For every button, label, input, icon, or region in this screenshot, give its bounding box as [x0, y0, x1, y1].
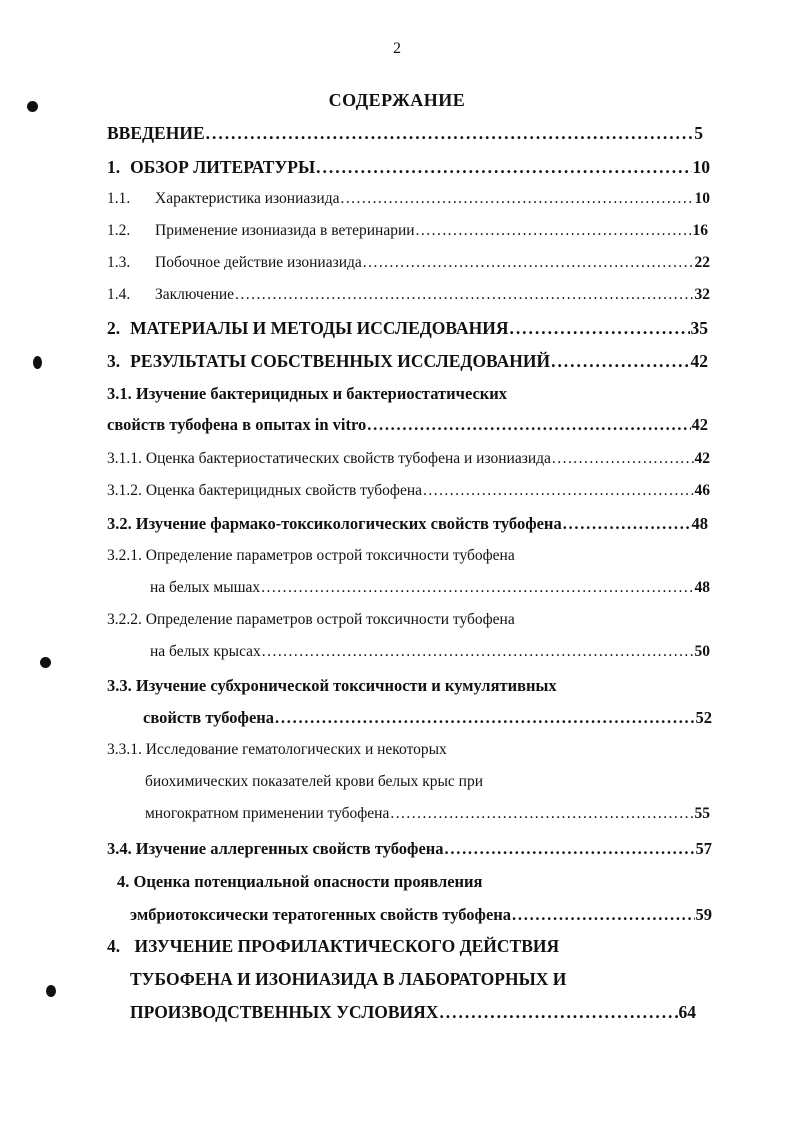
toc-entry-title: Заключение	[155, 286, 235, 303]
toc-entry-title: Определение параметров острой токсичности тубофена	[145, 611, 515, 628]
toc-page-number: 42	[691, 415, 708, 434]
toc-entry-chapter-4-line-2	[130, 966, 690, 992]
toc-entry-number: 3.1.2.	[107, 482, 142, 499]
toc-leader-dots	[261, 575, 693, 601]
toc-entry-1-4	[107, 282, 710, 308]
toc-leader-dots	[552, 446, 694, 472]
toc-entry-number: 3.2.	[107, 514, 132, 533]
toc-page-number: 48	[691, 514, 708, 533]
toc-entry-number: 3.2.2.	[107, 611, 142, 628]
toc-entry-1-3	[107, 250, 710, 276]
toc-entry-3-3-1	[107, 737, 647, 763]
toc-entry-title-continued: биохимических показателей крови белых крыс при	[145, 773, 483, 790]
toc-entry-3-2-2-continued	[150, 639, 710, 665]
toc-entry-1-2	[107, 218, 708, 244]
toc-entry-3-1	[107, 381, 667, 407]
toc-page-number: 22	[694, 254, 710, 271]
toc-leader-dots	[563, 511, 691, 537]
toc-entry-number: 1.3.	[107, 254, 131, 271]
toc-entry-3-1-continued	[107, 412, 708, 438]
toc-entry-number: 3.4.	[107, 839, 132, 858]
toc-entry-number: 3.1.1.	[107, 450, 142, 467]
toc-entry-number: 4.	[107, 936, 121, 956]
toc-entry-number: 3.2.1.	[107, 547, 142, 564]
toc-title: СОДЕРЖАНИЕ	[328, 90, 466, 110]
toc-entry-number: 1.	[107, 157, 121, 177]
toc-entry-3-2-2	[107, 607, 647, 633]
toc-page-number: 57	[695, 839, 712, 858]
toc-page-number: 10	[692, 157, 710, 177]
toc-entry-number: 1.4.	[107, 286, 131, 303]
punch-hole-mark	[46, 985, 56, 997]
toc-leader-dots	[509, 315, 689, 341]
toc-entry-title: Применение изониазида в ветеринарии	[155, 222, 415, 239]
toc-entry-3-3-continued	[143, 705, 712, 731]
toc-entry-title: Изучение бактерицидных и бактериостатических	[135, 384, 508, 403]
toc-leader-dots	[445, 836, 695, 862]
toc-entry-title: Оценка бактерицидных свойств тубофена	[145, 482, 423, 499]
toc-leader-dots	[416, 218, 692, 244]
toc-leader-dots	[367, 412, 690, 438]
toc-leader-dots	[390, 801, 693, 827]
page-number: 2	[393, 40, 401, 57]
toc-entry-title-continued: многократном применении тубофена	[145, 805, 390, 822]
toc-entry-title: ВВЕДЕНИЕ	[107, 123, 205, 143]
toc-page-number: 48	[694, 579, 710, 596]
toc-entry-number: 3.	[107, 351, 121, 371]
toc-leader-dots	[439, 999, 677, 1025]
toc-leader-dots	[206, 120, 694, 146]
toc-entry-title: Изучение аллергенных свойств тубофена	[135, 839, 444, 858]
punch-hole-mark	[33, 356, 42, 369]
toc-entry-chapter-2	[107, 315, 708, 341]
punch-hole-mark	[40, 657, 51, 668]
toc-entry-section-4-assessment-continued	[130, 902, 712, 928]
toc-entry-3-2-1	[107, 543, 647, 569]
toc-entry-title: Изучение субхронической токсичности и кумулятивных	[135, 676, 557, 695]
toc-entry-title: ИЗУЧЕНИЕ ПРОФИЛАКТИЧЕСКОГО ДЕЙСТВИЯ	[134, 936, 560, 956]
toc-entry-number: 1.2.	[107, 222, 131, 239]
toc-entry-title: Исследование гематологических и некоторых	[145, 741, 447, 758]
toc-entry-title-continued: на белых крысах	[150, 643, 261, 660]
toc-entry-title: Оценка потенциальной опасности проявления	[133, 872, 483, 891]
toc-entry-chapter-4	[107, 933, 667, 959]
toc-entry-1-1	[107, 186, 710, 212]
toc-entry-3-2-1-continued	[150, 575, 710, 601]
toc-entry-title-continued: ТУБОФЕНА И ИЗОНИАЗИДА В ЛАБОРАТОРНЫХ И	[130, 969, 567, 989]
toc-entry-title-continued: на белых мышах	[150, 579, 261, 596]
toc-page-number: 5	[694, 123, 703, 143]
toc-page-number: 64	[678, 1002, 696, 1022]
toc-entry-3-3-1-line-2	[145, 769, 665, 795]
toc-entry-title-continued: свойств тубофена	[143, 708, 275, 727]
toc-page-number: 10	[694, 190, 710, 207]
toc-entry-chapter-4-continued	[130, 999, 696, 1025]
toc-entry-introduction	[107, 120, 703, 146]
toc-leader-dots	[512, 902, 694, 928]
toc-leader-dots	[275, 705, 694, 731]
toc-leader-dots	[235, 282, 693, 308]
toc-entry-number: 3.1.	[107, 384, 132, 403]
toc-page-number: 46	[694, 482, 710, 499]
toc-leader-dots	[551, 348, 689, 374]
toc-entry-number: 1.1.	[107, 190, 131, 207]
toc-entry-title: МАТЕРИАЛЫ И МЕТОДЫ ИССЛЕДОВАНИЯ	[130, 318, 509, 338]
toc-page-number: 59	[695, 905, 712, 924]
toc-entry-title-continued: свойств тубофена в опытах in vitro	[107, 415, 367, 434]
toc-leader-dots	[423, 478, 693, 504]
toc-leader-dots	[363, 250, 694, 276]
toc-leader-dots	[340, 186, 693, 212]
toc-entry-3-2	[107, 511, 708, 537]
toc-entry-3-4	[107, 836, 712, 862]
toc-entry-section-4-assessment	[117, 869, 677, 895]
toc-entry-3-1-2	[107, 478, 710, 504]
toc-entry-number: 3.3.	[107, 676, 132, 695]
toc-page-number: 35	[690, 318, 708, 338]
toc-entry-number: 3.3.1.	[107, 741, 142, 758]
toc-page-number: 16	[692, 222, 708, 239]
toc-entry-title-continued: ПРОИЗВОДСТВЕННЫХ УСЛОВИЯХ	[130, 1002, 439, 1022]
toc-entry-title: Характеристика изониазида	[155, 190, 340, 207]
toc-entry-title: Изучение фармако-токсикологических свойств тубофена	[135, 514, 562, 533]
toc-entry-number: 4.	[117, 872, 130, 891]
toc-entry-title: Оценка бактериостатических свойств тубофена и изониазида	[145, 450, 551, 467]
toc-leader-dots	[316, 154, 691, 180]
toc-page-number: 50	[694, 643, 710, 660]
toc-entry-3-3	[107, 673, 667, 699]
toc-entry-title: Определение параметров острой токсичности тубофена	[145, 547, 515, 564]
toc-entry-title: Побочное действие изониазида	[155, 254, 362, 271]
toc-entry-number: 2.	[107, 318, 121, 338]
toc-page-number: 32	[694, 286, 710, 303]
toc-page-number: 55	[694, 805, 710, 822]
toc-leader-dots	[262, 639, 694, 665]
toc-page-number: 42	[690, 351, 708, 371]
toc-entry-title: РЕЗУЛЬТАТЫ СОБСТВЕННЫХ ИССЛЕДОВАНИЙ	[130, 351, 551, 371]
toc-entry-title-continued: эмбриотоксически тератогенных свойств тубофена	[130, 905, 512, 924]
toc-page-number: 52	[695, 708, 712, 727]
toc-entry-3-3-1-continued	[145, 801, 710, 827]
toc-entry-title: ОБЗОР ЛИТЕРАТУРЫ	[130, 157, 316, 177]
toc-entry-chapter-1	[107, 154, 710, 180]
toc-page-number: 42	[694, 450, 710, 467]
toc-entry-chapter-3	[107, 348, 708, 374]
toc-entry-3-1-1	[107, 446, 710, 472]
